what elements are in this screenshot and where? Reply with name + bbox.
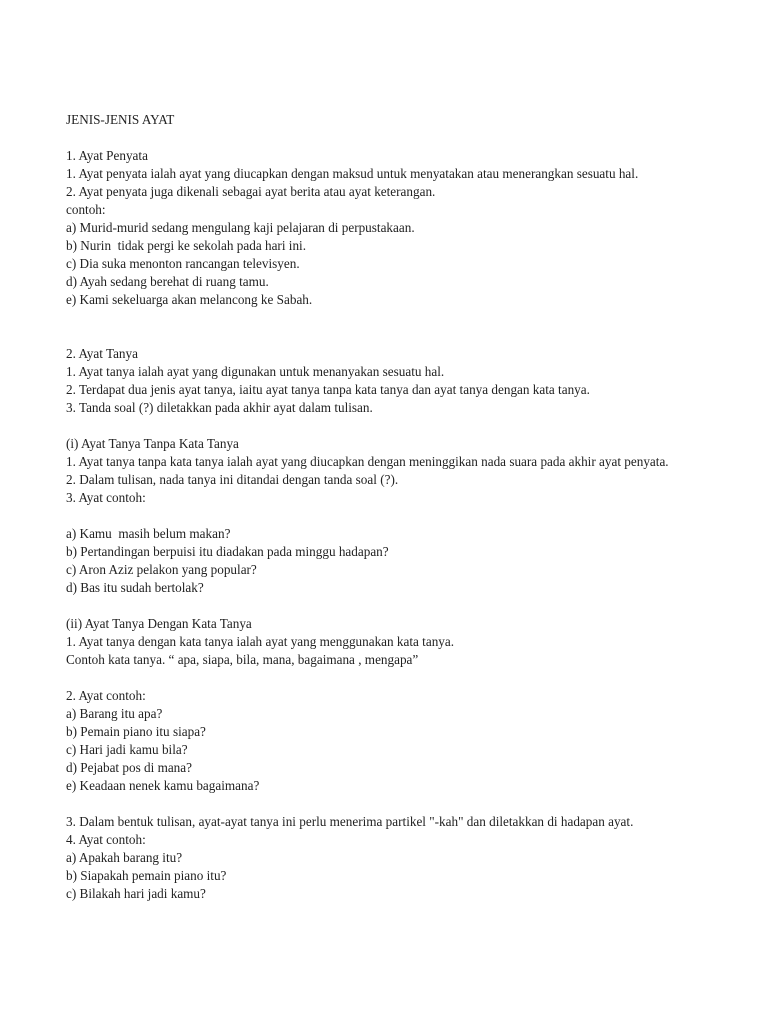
document-page bbox=[66, 111, 746, 903]
spacer bbox=[66, 327, 746, 345]
spacer bbox=[66, 795, 746, 813]
dengan-kata-tanya-example-e: e) Keadaan nenek kamu bagaimana? bbox=[66, 778, 260, 793]
dengan-kata-tanya-example-c: c) Hari jadi kamu bila? bbox=[66, 742, 188, 757]
kah-particle-note: 3. Dalam bentuk tulisan, ayat-ayat tanya ini perlu menerima partikel "-kah" dan diletakkan di hadapan ayat. bbox=[66, 814, 634, 829]
penyata-examples-label: contoh: bbox=[66, 202, 106, 217]
kah-example-c: c) Bilakah hari jadi kamu? bbox=[66, 886, 206, 901]
spacer bbox=[66, 597, 746, 615]
penyata-example-a: a) Murid-murid sedang mengulang kaji pelajaran di perpustakaan. bbox=[66, 220, 415, 235]
section-heading-ayat-tanya: 2. Ayat Tanya bbox=[66, 346, 138, 361]
tanpa-kata-tanya-example-a: a) Kamu masih belum makan? bbox=[66, 526, 231, 541]
penyata-example-b: b) Nurin tidak pergi ke sekolah pada hari ini. bbox=[66, 238, 306, 253]
kata-tanya-list: Contoh kata tanya. “ apa, siapa, bila, mana, bagaimana , mengapa” bbox=[66, 652, 419, 667]
penyata-example-d: d) Ayah sedang berehat di ruang tamu. bbox=[66, 274, 269, 289]
tanpa-kata-tanya-example-b: b) Pertandingan berpuisi itu diadakan pada minggu hadapan? bbox=[66, 544, 389, 559]
tanpa-kata-tanya-point-3: 3. Ayat contoh: bbox=[66, 490, 146, 505]
subsection-heading-tanpa-kata-tanya: (i) Ayat Tanya Tanpa Kata Tanya bbox=[66, 436, 239, 451]
tanpa-kata-tanya-example-d: d) Bas itu sudah bertolak? bbox=[66, 580, 204, 595]
dengan-kata-tanya-example-d: d) Pejabat pos di mana? bbox=[66, 760, 192, 775]
document-title: JENIS-JENIS AYAT bbox=[66, 112, 175, 127]
spacer bbox=[66, 507, 746, 525]
kah-example-b: b) Siapakah pemain piano itu? bbox=[66, 868, 227, 883]
tanpa-kata-tanya-point-1: 1. Ayat tanya tanpa kata tanya ialah ayat yang diucapkan dengan meninggikan nada suara pada akhir ayat penyata. bbox=[66, 454, 669, 469]
dengan-kata-tanya-examples-label: 2. Ayat contoh: bbox=[66, 688, 146, 703]
tanya-point-3: 3. Tanda soal (?) diletakkan pada akhir ayat dalam tulisan. bbox=[66, 400, 373, 415]
penyata-point-1: 1. Ayat penyata ialah ayat yang diucapkan dengan maksud untuk menyatakan atau menerangkan sesuatu hal. bbox=[66, 166, 639, 181]
dengan-kata-tanya-point-1: 1. Ayat tanya dengan kata tanya ialah ayat yang menggunakan kata tanya. bbox=[66, 634, 455, 649]
section-heading-ayat-penyata: 1. Ayat Penyata bbox=[66, 148, 148, 163]
penyata-example-e: e) Kami sekeluarga akan melancong ke Sabah. bbox=[66, 292, 313, 307]
dengan-kata-tanya-example-a: a) Barang itu apa? bbox=[66, 706, 163, 721]
kah-examples-label: 4. Ayat contoh: bbox=[66, 832, 146, 847]
tanya-point-2: 2. Terdapat dua jenis ayat tanya, iaitu ayat tanya tanpa kata tanya dan ayat tanya dengan kata tanya. bbox=[66, 382, 590, 397]
tanpa-kata-tanya-point-2: 2. Dalam tulisan, nada tanya ini ditandai dengan tanda soal (?). bbox=[66, 472, 399, 487]
dengan-kata-tanya-example-b: b) Pemain piano itu siapa? bbox=[66, 724, 206, 739]
spacer bbox=[66, 669, 746, 687]
spacer bbox=[66, 129, 746, 147]
penyata-point-2: 2. Ayat penyata juga dikenali sebagai ayat berita atau ayat keterangan. bbox=[66, 184, 436, 199]
kah-example-a: a) Apakah barang itu? bbox=[66, 850, 183, 865]
subsection-heading-dengan-kata-tanya: (ii) Ayat Tanya Dengan Kata Tanya bbox=[66, 616, 252, 631]
penyata-example-c: c) Dia suka menonton rancangan televisyen. bbox=[66, 256, 300, 271]
tanya-point-1: 1. Ayat tanya ialah ayat yang digunakan untuk menanyakan sesuatu hal. bbox=[66, 364, 445, 379]
spacer bbox=[66, 309, 746, 327]
spacer bbox=[66, 417, 746, 435]
tanpa-kata-tanya-example-c: c) Aron Aziz pelakon yang popular? bbox=[66, 562, 257, 577]
